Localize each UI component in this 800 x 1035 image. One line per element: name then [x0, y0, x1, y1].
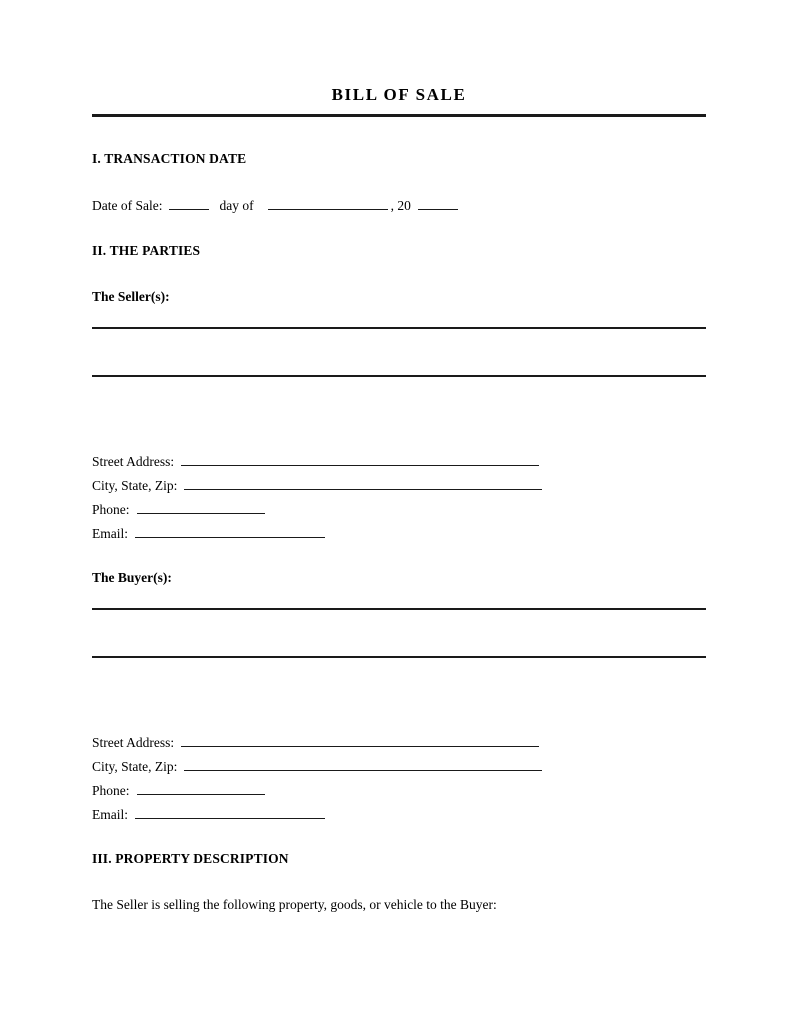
buyer-name-line-2[interactable]	[92, 656, 706, 658]
seller-name-line-2[interactable]	[92, 375, 706, 377]
seller-email-field[interactable]	[135, 526, 325, 538]
seller-phone-field[interactable]	[137, 502, 265, 514]
section-heading-property-description: III. PROPERTY DESCRIPTION	[92, 851, 289, 866]
buyer-email-row	[92, 806, 328, 823]
page-title: BILL OF SALE	[331, 85, 467, 104]
date-of-sale-day-field[interactable]	[169, 198, 209, 210]
section-heading-parties: II. THE PARTIES	[92, 243, 201, 258]
buyer-heading: The Buyer(s):	[92, 570, 172, 585]
seller-street-address-label: Street Address:	[92, 454, 175, 469]
buyer-street-address-field[interactable]	[181, 735, 539, 747]
seller-city-state-zip-row	[92, 477, 545, 494]
seller-city-state-zip-field[interactable]	[184, 478, 542, 490]
date-of-sale-middle-text: day of	[219, 198, 254, 213]
buyer-phone-field[interactable]	[137, 783, 265, 795]
buyer-city-state-zip-row	[92, 758, 545, 775]
seller-name-line-1[interactable]	[92, 327, 706, 329]
date-of-sale-line	[92, 197, 461, 214]
section-heading-transaction-date: I. TRANSACTION DATE	[92, 151, 247, 166]
buyer-name-line-1[interactable]	[92, 608, 706, 610]
buyer-street-address-label: Street Address:	[92, 735, 175, 750]
buyer-city-state-zip-label: City, State, Zip:	[92, 759, 178, 774]
seller-email-label: Email:	[92, 526, 128, 541]
buyer-city-state-zip-field[interactable]	[184, 759, 542, 771]
seller-phone-label: Phone:	[92, 502, 130, 517]
seller-heading: The Seller(s):	[92, 289, 170, 304]
date-of-sale-label: Date of Sale:	[92, 198, 163, 213]
date-of-sale-month-field[interactable]	[268, 198, 388, 210]
seller-street-address-field[interactable]	[181, 454, 539, 466]
buyer-email-label: Email:	[92, 807, 128, 822]
buyer-email-field[interactable]	[135, 807, 325, 819]
seller-street-address-row	[92, 453, 542, 470]
buyer-street-address-row	[92, 734, 542, 751]
seller-email-row	[92, 525, 328, 542]
buyer-phone-label: Phone:	[92, 783, 130, 798]
date-of-sale-year-field[interactable]	[418, 198, 458, 210]
property-description-body: The Seller is selling the following property, goods, or vehicle to the Buyer:	[92, 897, 497, 912]
seller-city-state-zip-label: City, State, Zip:	[92, 478, 178, 493]
seller-phone-row	[92, 501, 268, 518]
buyer-phone-row	[92, 782, 268, 799]
date-of-sale-year-prefix: , 20	[390, 198, 411, 213]
title-divider	[92, 114, 706, 117]
